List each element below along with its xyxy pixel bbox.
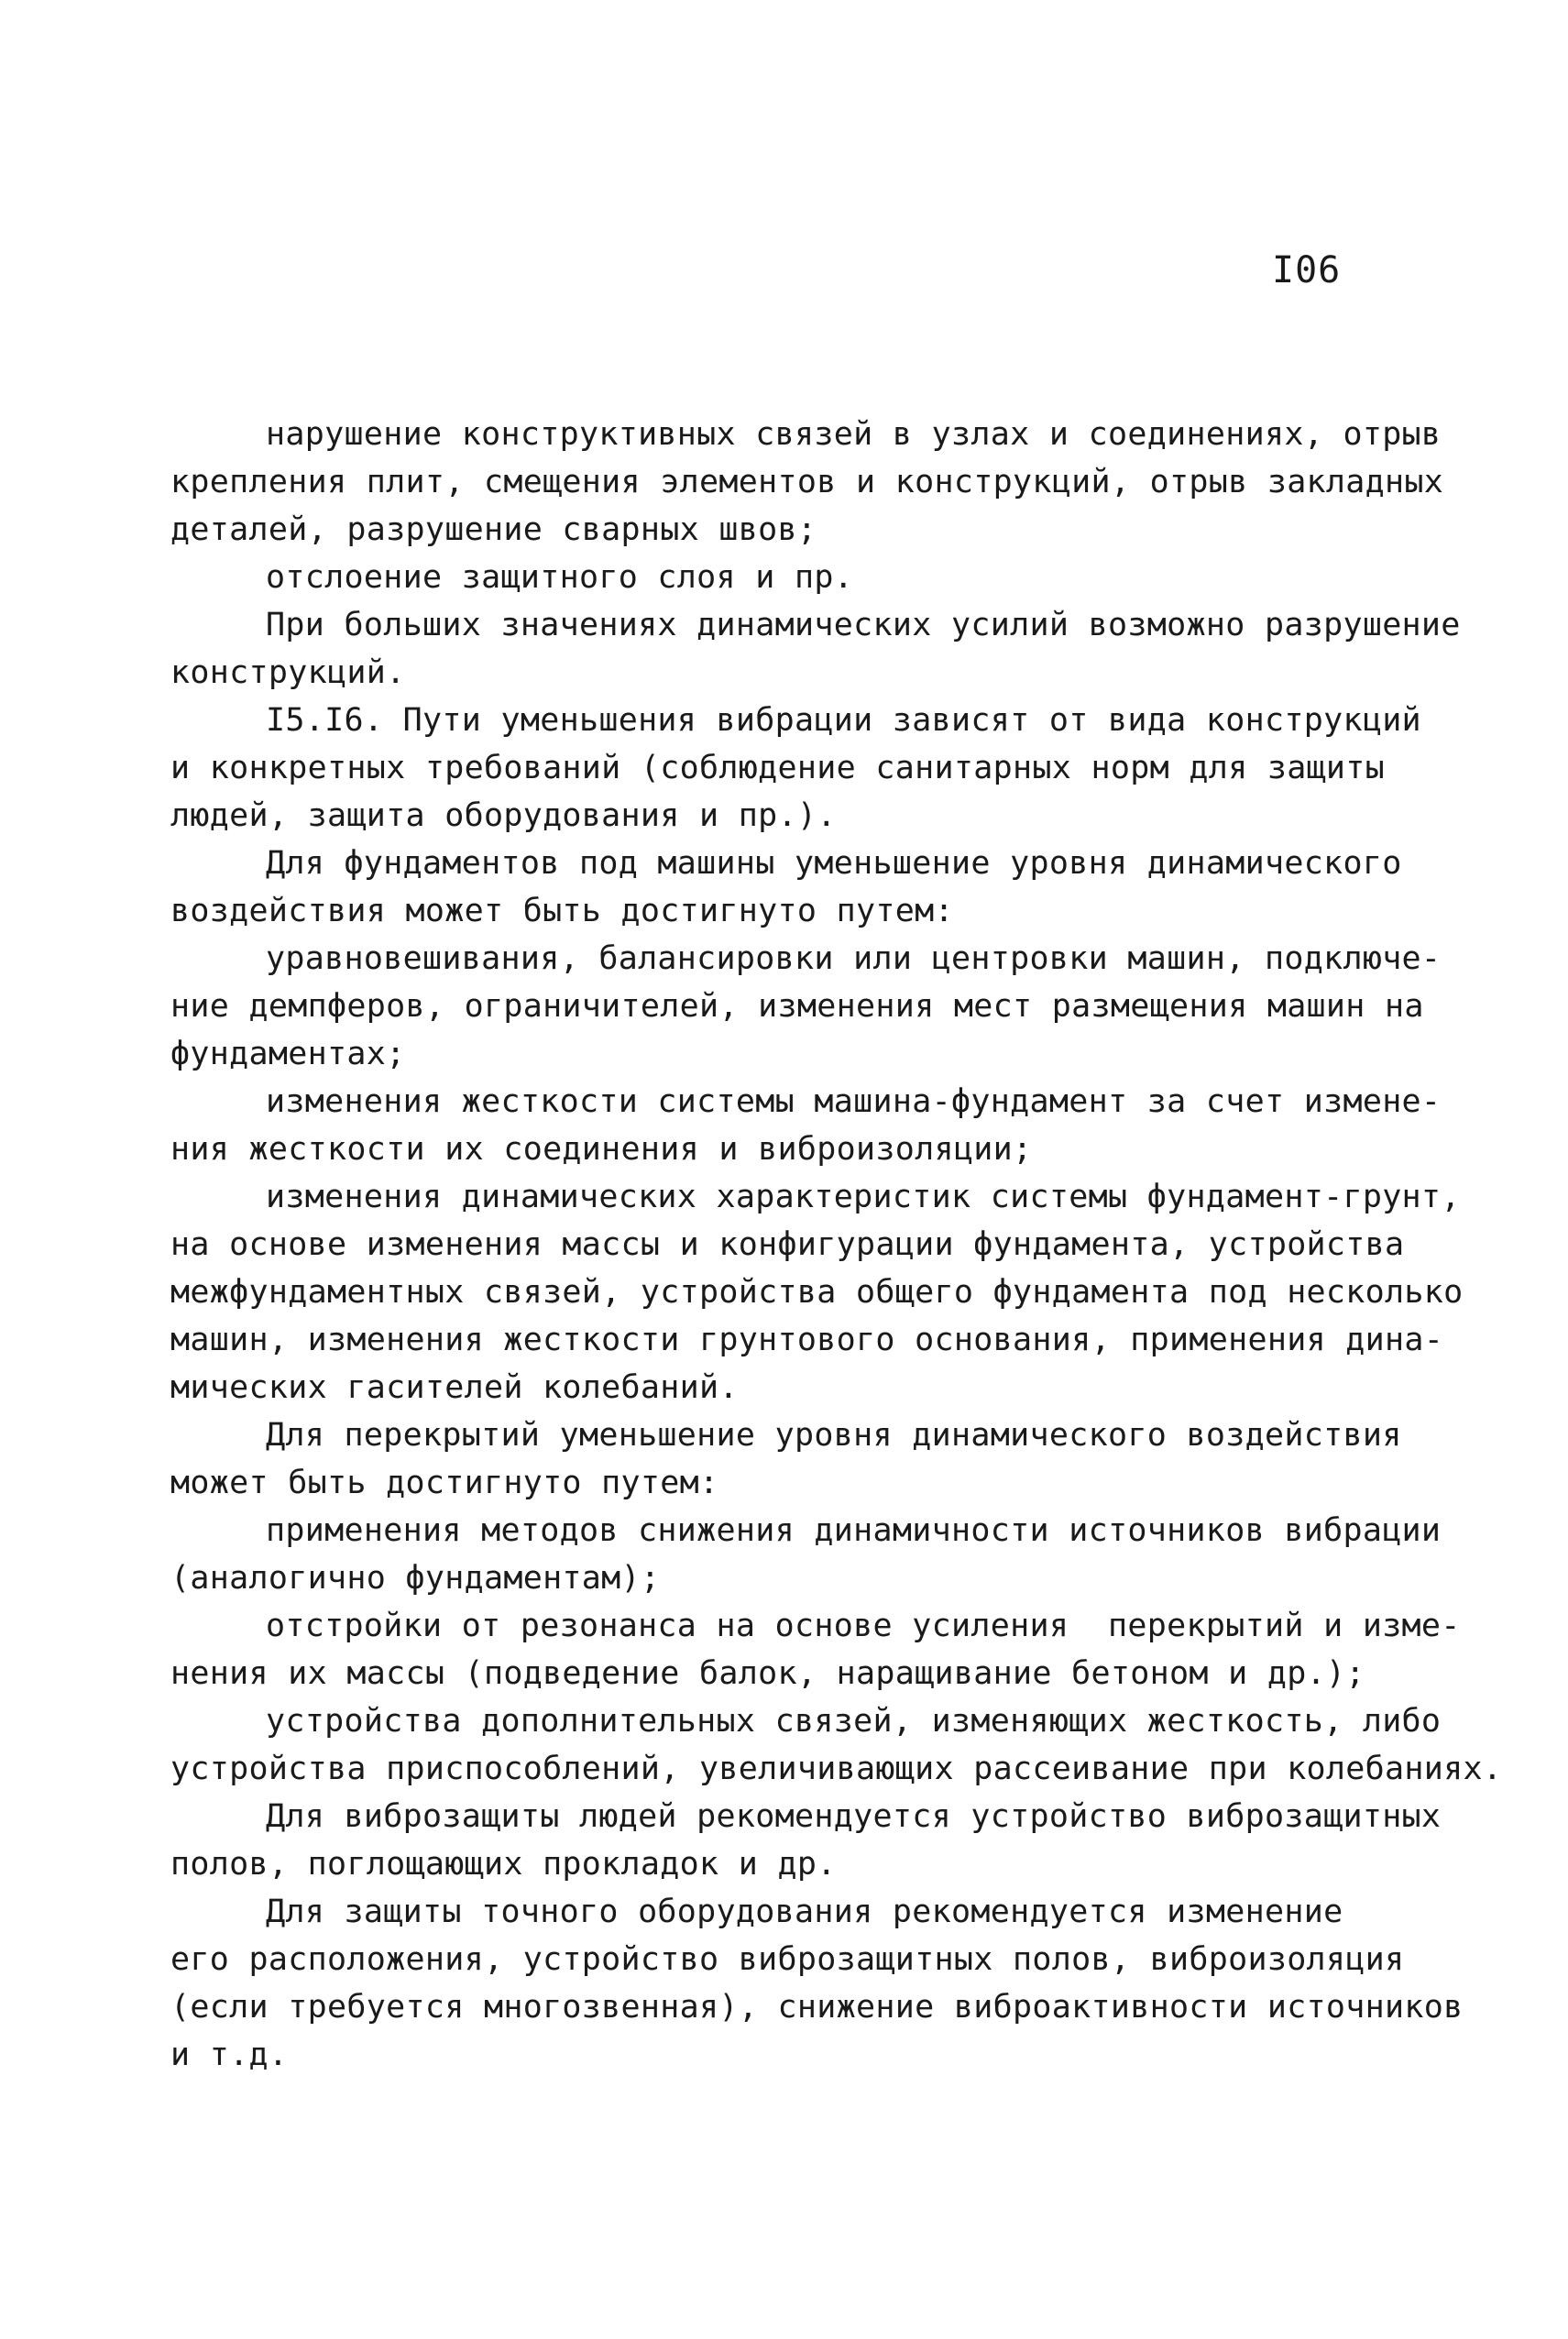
text-line: Для фундаментов под машины уменьшение уровня динамического (266, 845, 1402, 882)
text-line: и конкретных требований (соблюдение санитарных норм для защиты (170, 750, 1386, 786)
text-line: ние демпферов, ограничителей, изменения мест размещения машин на (170, 988, 1424, 1025)
text-line: мических гасителей колебаний. (170, 1369, 739, 1406)
body-text (170, 411, 1503, 2079)
text-line: Для перекрытий уменьшение уровня динамического воздействия (266, 1417, 1402, 1454)
text-line: деталей, разрушение сварных швов; (170, 511, 817, 548)
text-line: крепления плит, смещения элементов и конструкций, отрыв закладных (170, 464, 1444, 500)
text-line: отслоение защитного слоя и пр. (266, 559, 854, 596)
text-line: может быть достигнуто путем: (170, 1465, 719, 1501)
text-line: машин, изменения жесткости грунтового основания, применения дина- (170, 1322, 1444, 1358)
text-line: и т.д. (170, 2037, 289, 2073)
text-line: воздействия может быть достигнуто путем: (170, 893, 954, 929)
text-line: устройства приспособлений, увеличивающих рассеивание при колебаниях. (170, 1751, 1503, 1787)
page-number: I06 (1272, 249, 1342, 291)
text-line: (если требуется многозвенная), снижение виброактивности источников (170, 1989, 1464, 2026)
text-line: устройства дополнительных связей, изменяющих жесткость, либо (266, 1703, 1442, 1740)
text-line: нарушение конструктивных связей в узлах и соединениях, отрыв (266, 416, 1442, 453)
text-line: на основе изменения массы и конфигурации фундамента, устройства (170, 1226, 1405, 1263)
text-line: полов, поглощающих прокладок и др. (170, 1846, 837, 1883)
text-line: отстройки от резонанса на основе усиления перекрытий и изме- (266, 1608, 1461, 1644)
text-line: конструкций. (170, 654, 406, 691)
text-line: Для виброзащиты людей рекомендуется устройство виброзащитных (266, 1798, 1442, 1835)
text-line: фундаментах; (170, 1036, 406, 1072)
text-line: I5.I6. Пути уменьшения вибрации зависят от вида конструкций (266, 702, 1421, 739)
text-line: его расположения, устройство виброзащитных полов, виброизоляция (170, 1941, 1405, 1978)
text-line: изменения жесткости системы машина-фундамент за счет измене- (266, 1083, 1442, 1120)
text-line: людей, защита оборудования и пр.). (170, 797, 837, 834)
text-line: межфундаментных связей, устройства общего фундамента под несколько (170, 1274, 1464, 1311)
text-line: Для защиты точного оборудования рекомендуется изменение (266, 1894, 1343, 1930)
text-line: изменения динамических характеристик системы фундамент-грунт, (266, 1179, 1461, 1215)
text-line: (аналогично фундаментам); (170, 1560, 661, 1597)
text-line: нения их массы (подведение балок, наращивание бетоном и др.); (170, 1655, 1365, 1692)
text-line: применения методов снижения динамичности источников вибрации (266, 1512, 1442, 1549)
text-line: ния жесткости их соединения и виброизоляции; (170, 1131, 1033, 1168)
text-line: уравновешивания, балансировки или центровки машин, подключе- (266, 940, 1442, 977)
text-line: При больших значениях динамических усилий возможно разрушение (266, 607, 1461, 643)
